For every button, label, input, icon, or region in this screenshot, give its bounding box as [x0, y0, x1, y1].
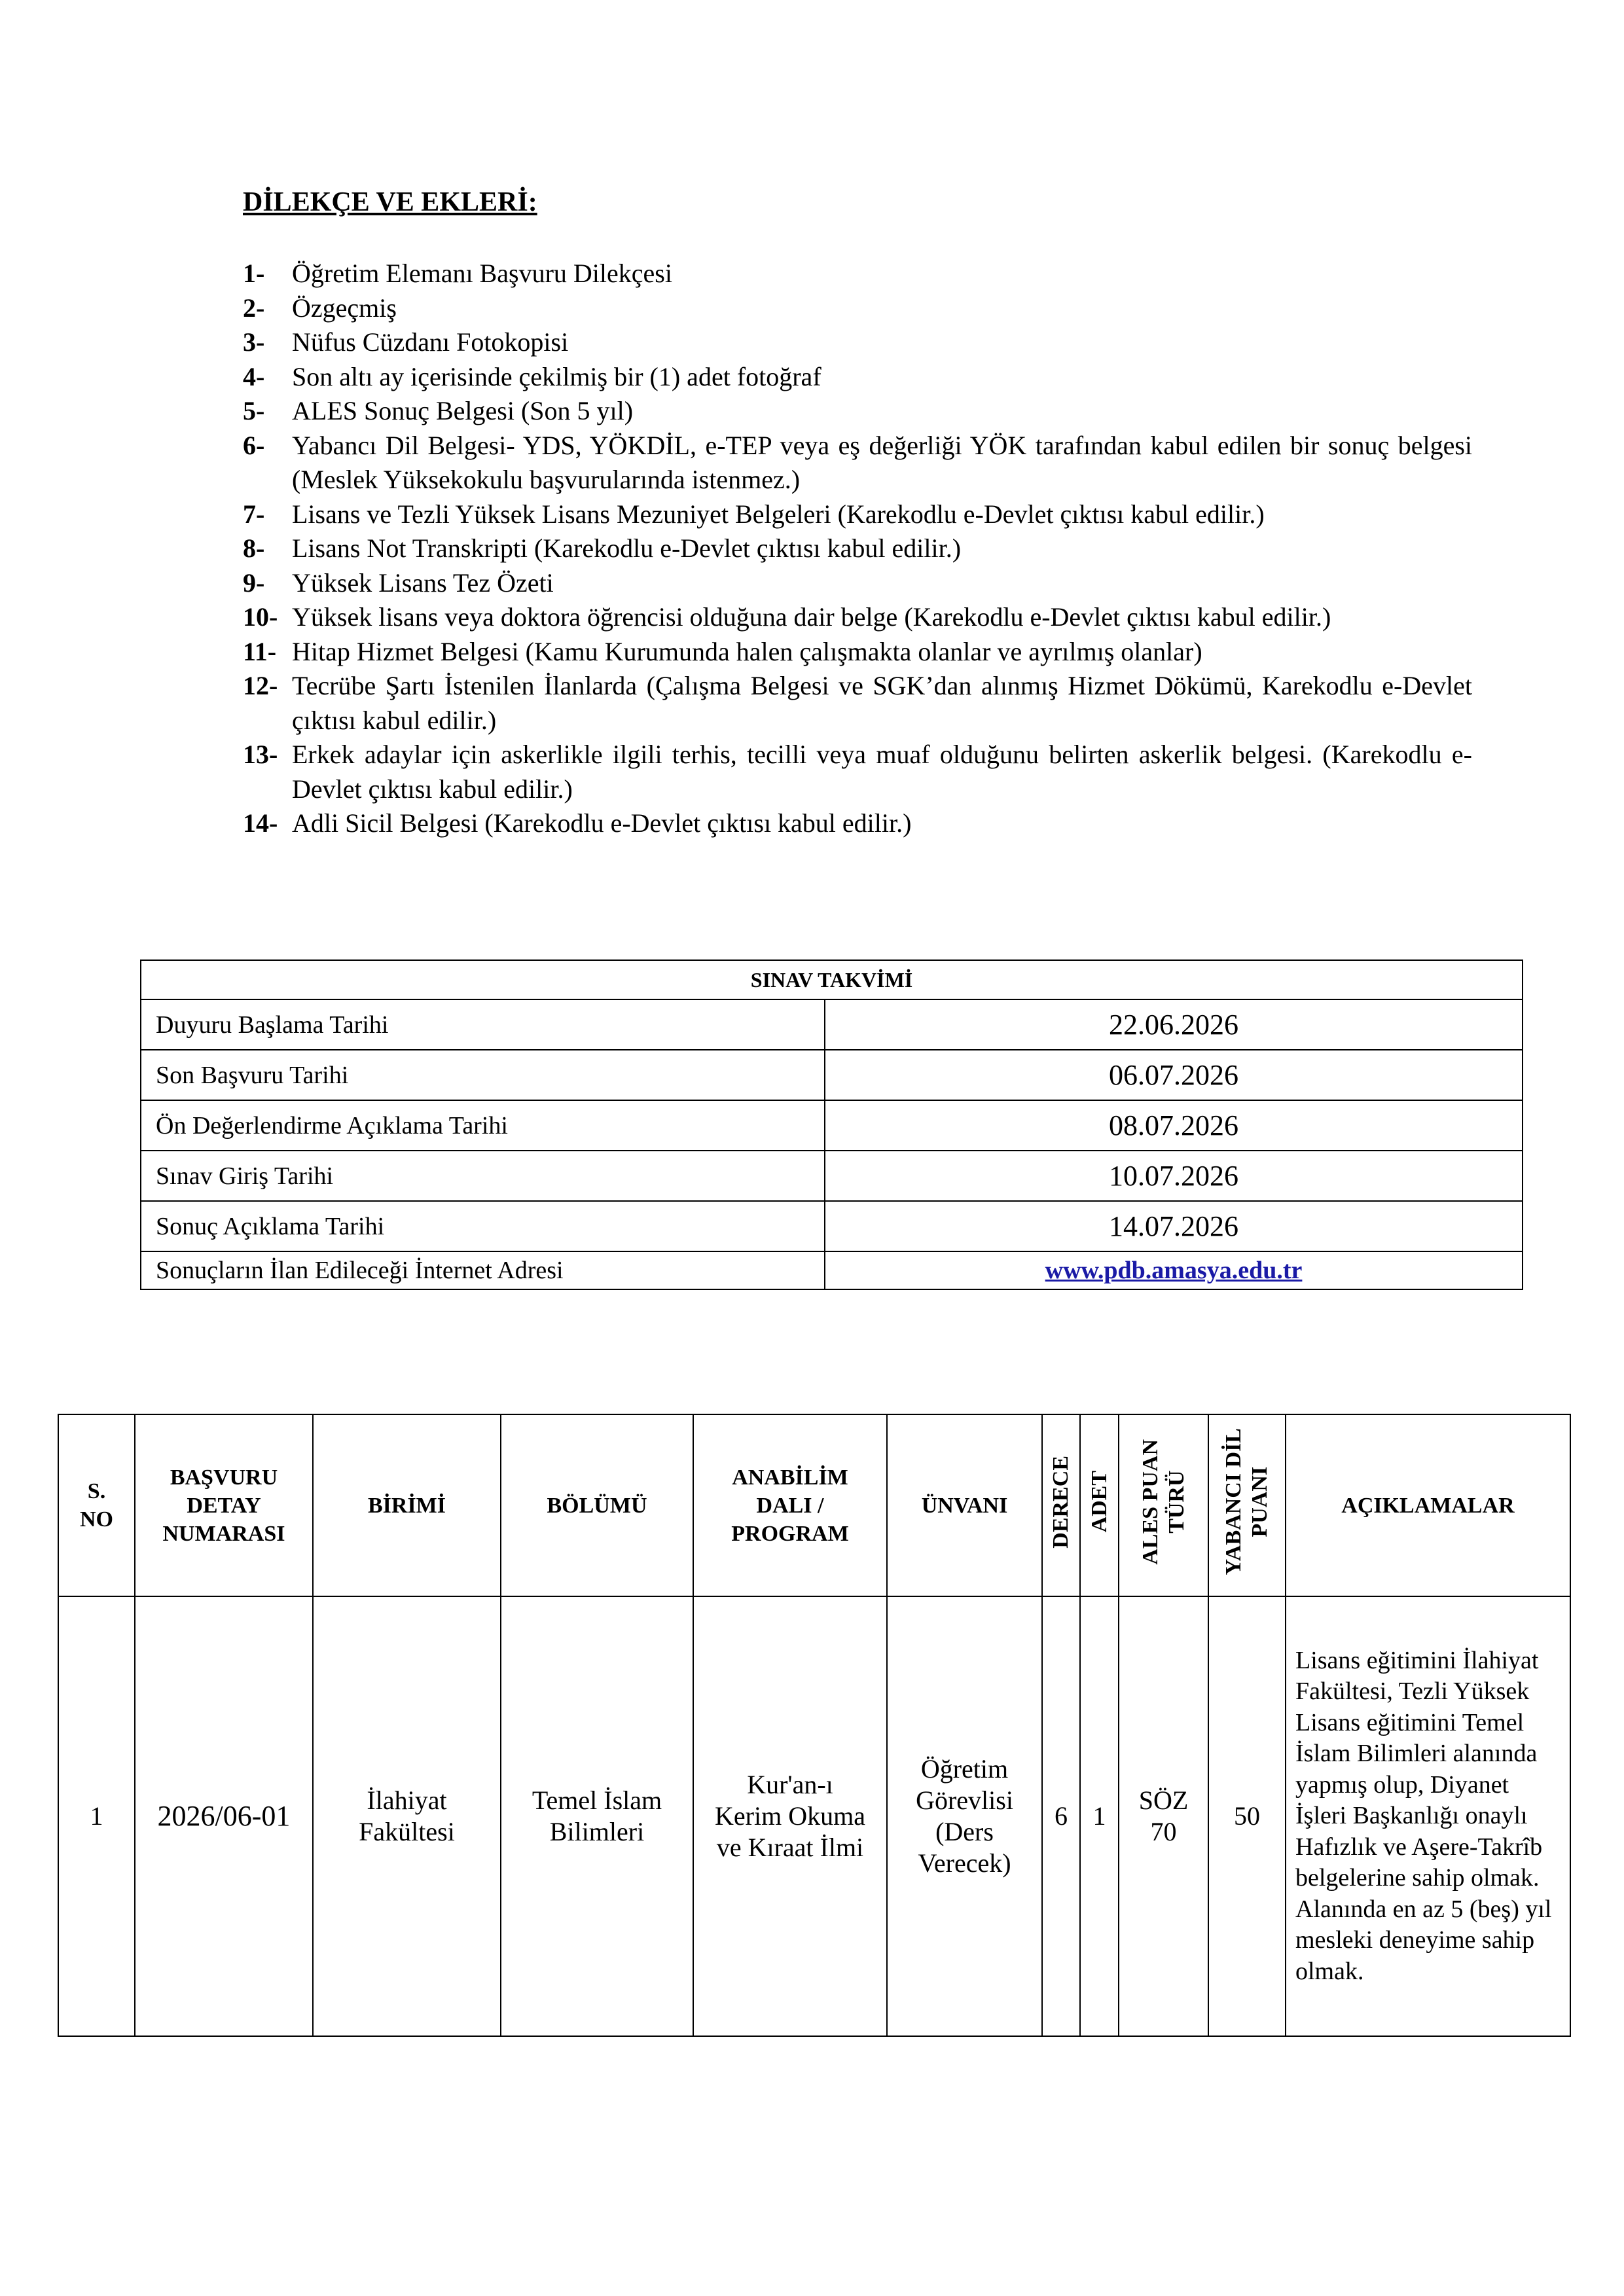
list-item: [243, 600, 1472, 635]
positions-table: [58, 1414, 1571, 2037]
list-item-text: Lisans ve Tezli Yüksek Lisans Mezuniyet Belgeleri (Karekodlu e-Devlet çıktısı kabul edilir.): [292, 499, 1265, 529]
list-item-text: ALES Sonuç Belgesi (Son 5 yıl): [292, 396, 634, 425]
header-language-cell: [1208, 1414, 1286, 1596]
table-row: [141, 1201, 1523, 1251]
schedule-date: 14.07.2026: [825, 1201, 1523, 1251]
schedule-date: 22.06.2026: [825, 999, 1523, 1050]
header-notes: AÇIKLAMALAR: [1286, 1414, 1570, 1596]
cell-detail-number: 2026/06-01: [135, 1596, 313, 2036]
list-item-text: Özgeçmiş: [292, 293, 397, 323]
cell-title: Öğretim Görevlisi (Ders Verecek): [887, 1596, 1042, 2036]
list-item: [243, 497, 1472, 532]
list-item-number: 11-: [243, 636, 277, 666]
list-item: [243, 291, 1472, 326]
cell-ales: SÖZ 70: [1119, 1596, 1208, 2036]
list-item-number: 6-: [243, 430, 265, 460]
table-header-row: [58, 1414, 1570, 1596]
list-item-text: Lisans Not Transkripti (Karekodlu e-Devlet çıktısı kabul edilir.): [292, 533, 962, 563]
list-item-number: 1-: [243, 259, 265, 288]
list-item-number: 8-: [243, 533, 265, 563]
list-item-number: 5-: [243, 396, 265, 425]
list-item-number: 13-: [243, 740, 278, 769]
table-row: [141, 960, 1523, 999]
list-item-number: 9-: [243, 567, 265, 598]
list-item: [243, 635, 1472, 670]
list-item-text: Nüfus Cüzdanı Fotokopisi: [292, 327, 569, 357]
list-item-number: 3-: [243, 327, 265, 357]
list-item: [243, 566, 1472, 601]
header-ales: ALES PUAN TÜRÜ: [1138, 1439, 1189, 1565]
header-detail-number: BAŞVURU DETAY NUMARASI: [135, 1414, 313, 1596]
list-item-text: Yüksek lisans veya doktora öğrencisi olduğuna dair belge (Karekodlu e-Devlet çıktısı kabul edilir.): [292, 602, 1331, 632]
section-heading: DİLEKÇE VE EKLERİ:: [243, 187, 537, 217]
schedule-date: 08.07.2026: [825, 1100, 1523, 1151]
list-item: [243, 394, 1472, 429]
list-item-text: Yüksek Lisans Tez Özeti: [292, 567, 554, 598]
schedule-label: Sınav Giriş Tarihi: [141, 1151, 825, 1201]
list-item: [243, 738, 1472, 806]
table-row: [58, 1596, 1570, 2036]
list-item-number: 10-: [243, 602, 278, 632]
header-count-cell: [1080, 1414, 1119, 1596]
header-department: BÖLÜMÜ: [501, 1414, 693, 1596]
list-item: [243, 806, 1472, 841]
list-item-number: 12-: [243, 671, 278, 700]
list-item: [243, 360, 1472, 395]
schedule-label: Ön Değerlendirme Açıklama Tarihi: [141, 1100, 825, 1151]
schedule-date: 06.07.2026: [825, 1050, 1523, 1100]
list-item-text: Tecrübe Şartı İstenilen İlanlarda (Çalışma Belgesi ve SGK’dan alınmış Hizmet Dökümü, Karekodlu e-Devlet çıktısı kabul edilir.): [292, 671, 1472, 735]
header-ales-cell: [1119, 1414, 1208, 1596]
list-item-text: Yabancı Dil Belgesi- YDS, YÖKDİL, e-TEP veya eş değerliği YÖK tarafından kabul edilen bir sonuç belgesi (Meslek Yüksekokulu başvurularında istenmez.): [292, 430, 1472, 494]
table-row: [141, 1251, 1523, 1289]
list-item-text: Hitap Hizmet Belgesi (Kamu Kurumunda halen çalışmakta olanlar ve ayrılmış olanlar): [292, 636, 1202, 666]
table-row: [141, 1151, 1523, 1201]
schedule-date: 10.07.2026: [825, 1151, 1523, 1201]
list-item-number: 2-: [243, 293, 265, 323]
list-item-text: Adli Sicil Belgesi (Karekodlu e-Devlet çıktısı kabul edilir.): [292, 808, 912, 838]
schedule-title: SINAV TAKVİMİ: [141, 960, 1523, 999]
header-degree: DERECE: [1049, 1455, 1073, 1549]
cell-count: 1: [1080, 1596, 1119, 2036]
cell-department: Temel İslam Bilimleri: [501, 1596, 693, 2036]
list-item: [243, 531, 1472, 566]
header-unit: BİRİMİ: [313, 1414, 501, 1596]
exam-schedule-table: [140, 960, 1523, 1290]
list-item: [243, 669, 1472, 738]
header-language: YABANCI DİL PUANI: [1221, 1428, 1272, 1575]
header-count: ADET: [1087, 1471, 1111, 1533]
schedule-label: Son Başvuru Tarihi: [141, 1050, 825, 1100]
cell-notes: Lisans eğitimini İlahiyat Fakültesi, Tezli Yüksek Lisans eğitimini Temel İslam Bilimleri alanında yapmış olup, Diyanet İşleri Başkanlığı onaylı Hafızlık ve Aşere-Takrîb belgelerine sahip olmak. Alanında en az 5 (beş) yıl mesleki deneyime sahip olmak.: [1286, 1596, 1570, 2036]
header-title: ÜNVANI: [887, 1414, 1042, 1596]
cell-unit: İlahiyat Fakültesi: [313, 1596, 501, 2036]
document-list: [243, 257, 1472, 841]
schedule-label: Sonuç Açıklama Tarihi: [141, 1201, 825, 1251]
list-item-number: 7-: [243, 499, 265, 529]
list-item-text: Son altı ay içerisinde çekilmiş bir (1) adet fotoğraf: [292, 361, 821, 391]
schedule-label: Sonuçların İlan Edileceği İnternet Adresi: [141, 1251, 825, 1289]
list-item: [243, 257, 1472, 291]
list-item: [243, 325, 1472, 360]
header-degree-cell: [1042, 1414, 1080, 1596]
cell-degree: 6: [1042, 1596, 1080, 2036]
header-no: S. NO: [58, 1414, 135, 1596]
schedule-label: Duyuru Başlama Tarihi: [141, 999, 825, 1050]
list-item-text: Öğretim Elemanı Başvuru Dilekçesi: [292, 259, 672, 288]
list-item-number: 14-: [243, 808, 278, 838]
list-item: [243, 429, 1472, 497]
table-row: [141, 999, 1523, 1050]
table-row: [141, 1100, 1523, 1151]
header-program: ANABİLİM DALI / PROGRAM: [693, 1414, 887, 1596]
cell-no: 1: [58, 1596, 135, 2036]
list-item-number: 4-: [243, 361, 265, 391]
cell-language: 50: [1208, 1596, 1286, 2036]
list-item-text: Erkek adaylar için askerlikle ilgili terhis, tecilli veya muaf olduğunu belirten askerlik belgesi. (Karekodlu e-Devlet çıktısı kabul edilir.): [292, 740, 1472, 804]
table-row: [141, 1050, 1523, 1100]
website-link[interactable]: www.pdb.amasya.edu.tr: [825, 1251, 1523, 1289]
cell-program: Kur'an-ı Kerim Okuma ve Kıraat İlmi: [693, 1596, 887, 2036]
